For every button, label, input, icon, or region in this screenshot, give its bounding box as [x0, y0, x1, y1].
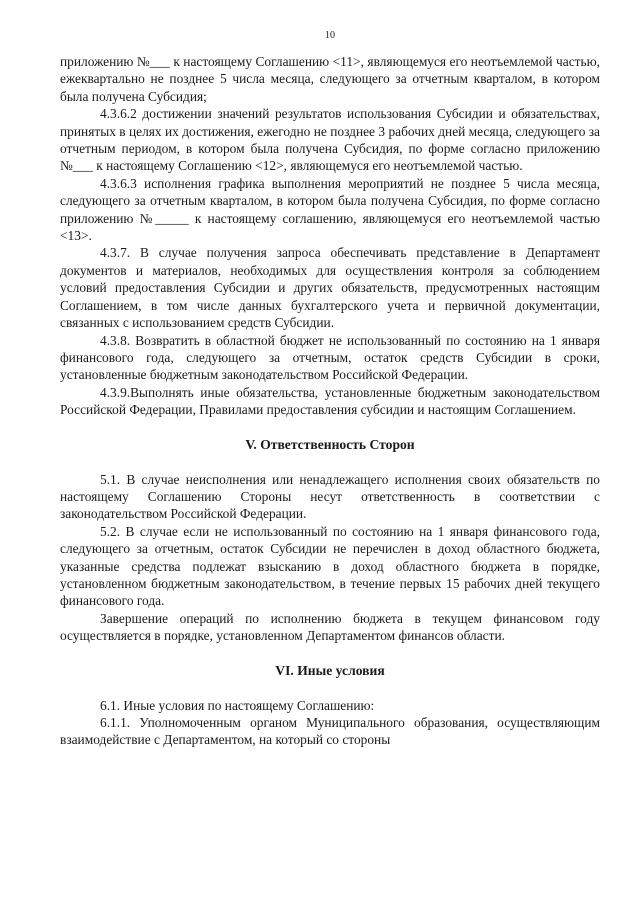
paragraph-6-1: 6.1. Иные условия по настоящему Соглашению: [100, 697, 375, 713]
section-6-heading: VI. Иные условия [275, 662, 385, 678]
paragraph-5-1: 5.1. В случае неисполнения или ненадлежащего исполнения своих обязательств по настоящему Соглашению Стороны несут ответственность в соответствии с законодательством Российской Федерации. [60, 471, 600, 522]
section-5-heading: V. Ответственность Сторон [245, 436, 415, 452]
paragraph-4-3-7: 4.3.7. В случае получения запроса обеспечивать представление в Департамент документов и материалов, необходимых для осуществления контроля за соблюдением условий предоставления Субсидии и других обязательств, предусмотренных настоящим Соглашением, в том числе данных бухгалтерского учета и первичной документации, связанных с использованием средств Субсидии. [60, 245, 600, 331]
paragraph-4-3-6-3: 4.3.6.3 исполнения графика выполнения мероприятий не позднее 5 числа месяца, следующего за отчетным кварталом, в котором была получена Субсидия, по форме согласно приложению №_____ к настоящему соглашению, являющемуся его неотъемлемой частью <13>. [60, 175, 600, 244]
document-page [60, 30, 600, 749]
paragraph-4-3-6-2: 4.3.6.2 достижении значений результатов использования Субсидии и обязательствах, принятых в целях их достижения, ежегодно не позднее 3 рабочих дней месяца, следующего за отчетным периодом, в котором была получена Субсидия, по форме согласно приложению №___ к настоящему Соглашению <12>, являющемуся его неотъемлемой частью. [60, 106, 600, 174]
page-number: 10 [325, 30, 335, 41]
paragraph-4-3-9: 4.3.9.Выполнять иные обязательства, установленные бюджетным законодательством Российской Федерации, Правилами предоставления субсидии и настоящим Соглашением. [60, 384, 600, 418]
paragraph-budget-completion: Завершение операций по исполнению бюджета в текущем финансовом году осуществляется в порядке, установленном Департаментом финансов области. [60, 610, 600, 644]
paragraph-6-1-1: 6.1.1. Уполномоченным органом Муниципального образования, осуществляющим взаимодействие с Департаментом, на который со стороны [60, 715, 600, 748]
paragraph-continuation: приложению №___ к настоящему Соглашению <11>, являющемуся его неотъемлемой частью, ежеквартально не позднее 5 числа месяца, следующего за отчетным кварталом, в котором была получена Субсидия; [60, 54, 600, 104]
paragraph-5-2: 5.2. В случае если не использованный по состоянию на 1 января финансового года, следующего за отчетным, остаток Субсидии не перечислен в доход областного бюджета, указанные средства подлежат взысканию в доход областного бюджета в порядке, установленном бюджетным законодательством, в течение первых 15 рабочих дней текущего финансового года. [60, 523, 600, 609]
paragraph-4-3-8: 4.3.8. Возвратить в областной бюджет не использованный по состоянию на 1 января финансового года, следующего за отчетным, остаток средств Субсидии в сроки, установленные бюджетным законодательством Российской Федерации. [60, 332, 600, 383]
